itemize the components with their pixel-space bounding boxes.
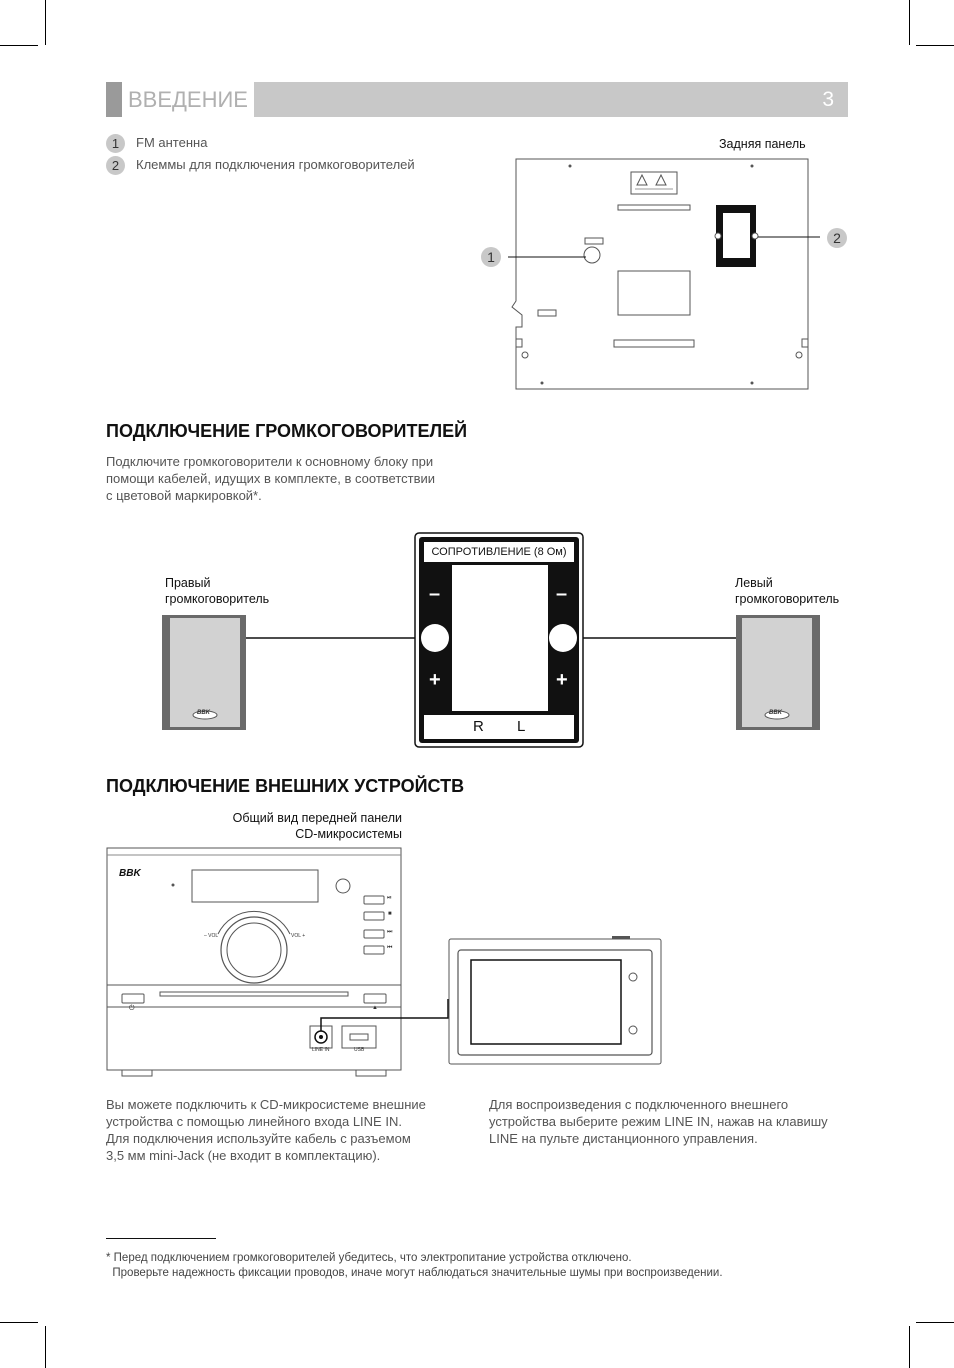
play-pause-icon: ⏯ xyxy=(387,895,392,901)
legend-number: 2 xyxy=(106,156,125,175)
page-title: ВВЕДЕНИЕ xyxy=(122,82,254,117)
front-panel-caption: Общий вид передней панели CD-микросистемы xyxy=(232,811,402,841)
crop-mark xyxy=(0,1322,38,1323)
vol-minus-label: – VOL xyxy=(204,933,219,939)
minus-right: – xyxy=(429,583,441,605)
next-icon: ⏭ xyxy=(387,929,393,935)
section-header xyxy=(106,82,848,117)
footnote: * Перед подключением громкоговорителей убедитесь, что электропитание устройства отключено. Проверьте надежность фиксации проводов, иначе могут наблюдаться значительные шумы при воспроизведении. xyxy=(106,1252,723,1279)
channel-l-label: L xyxy=(517,718,526,735)
speaker-logo: BBK xyxy=(769,710,782,716)
device-logo: BBK xyxy=(119,868,141,879)
legend-label: Клеммы для подключения громкоговорителей xyxy=(136,156,415,172)
callout-1: 1 xyxy=(481,247,501,267)
legend-label: FM антенна xyxy=(136,134,208,150)
channel-r-label: R xyxy=(473,718,484,735)
eject-icon: ▲ xyxy=(372,1005,378,1011)
power-icon: ⏻ xyxy=(129,1005,135,1012)
speaker-logo: BBK xyxy=(197,710,210,716)
section-heading-speakers: ПОДКЛЮЧЕНИЕ ГРОМКОГОВОРИТЕЛЕЙ xyxy=(106,421,468,441)
callout-2: 2 xyxy=(827,228,847,248)
section-heading-external: ПОДКЛЮЧЕНИЕ ВНЕШНИХ УСТРОЙСТВ xyxy=(106,776,465,796)
page-number: 3 xyxy=(822,88,834,111)
crop-mark xyxy=(45,1326,46,1368)
legend-item xyxy=(106,156,415,175)
legend-item xyxy=(106,134,207,153)
stop-icon: ■ xyxy=(388,911,392,917)
impedance-label: СОПРОТИВЛЕНИЕ (8 Ом) xyxy=(424,542,574,562)
cd-system-diagram xyxy=(100,842,670,1082)
vol-plus-label: VOL + xyxy=(291,933,306,939)
usb-label: USB xyxy=(354,1047,365,1053)
header-accent xyxy=(106,82,122,117)
plus-left: + xyxy=(556,669,568,691)
speakers-paragraph: Подключите громкоговорители к основному блоку при помощи кабелей, идущих в комплекте, в соответствии с цветовой маркировкой*. xyxy=(106,454,436,503)
legend-number: 1 xyxy=(106,134,125,153)
crop-mark xyxy=(45,0,46,45)
crop-mark xyxy=(916,1322,954,1323)
speaker-wiring-diagram xyxy=(150,530,840,752)
previous-icon: ⏮ xyxy=(387,945,393,951)
crop-mark xyxy=(0,45,38,46)
left-speaker-label: Левый громкоговоритель xyxy=(735,576,840,606)
crop-mark xyxy=(909,1326,910,1368)
minus-left: – xyxy=(556,583,568,605)
line-in-label: LINE IN xyxy=(312,1047,330,1053)
rear-panel-diagram xyxy=(500,155,820,395)
crop-mark xyxy=(909,0,910,45)
right-speaker-label: Правый громкоговоритель xyxy=(165,576,270,606)
crop-mark xyxy=(916,45,954,46)
external-paragraph-right: Для воспроизведения с подключенного внешнего устройства выберите режим LINE IN, нажав на клавишу LINE на пульте дистанционного управления. xyxy=(489,1097,828,1146)
plus-right: + xyxy=(429,669,441,691)
footnote-divider xyxy=(106,1238,216,1239)
external-paragraph-left: Вы можете подключить к CD-микросистеме внешние устройства с помощью линейного входа LINE IN. Для подключения используйте кабель с разъемом 3,5 мм mini-Jack (не входит в комплектацию). xyxy=(106,1097,426,1163)
rear-panel-caption: Задняя панель xyxy=(719,137,806,151)
